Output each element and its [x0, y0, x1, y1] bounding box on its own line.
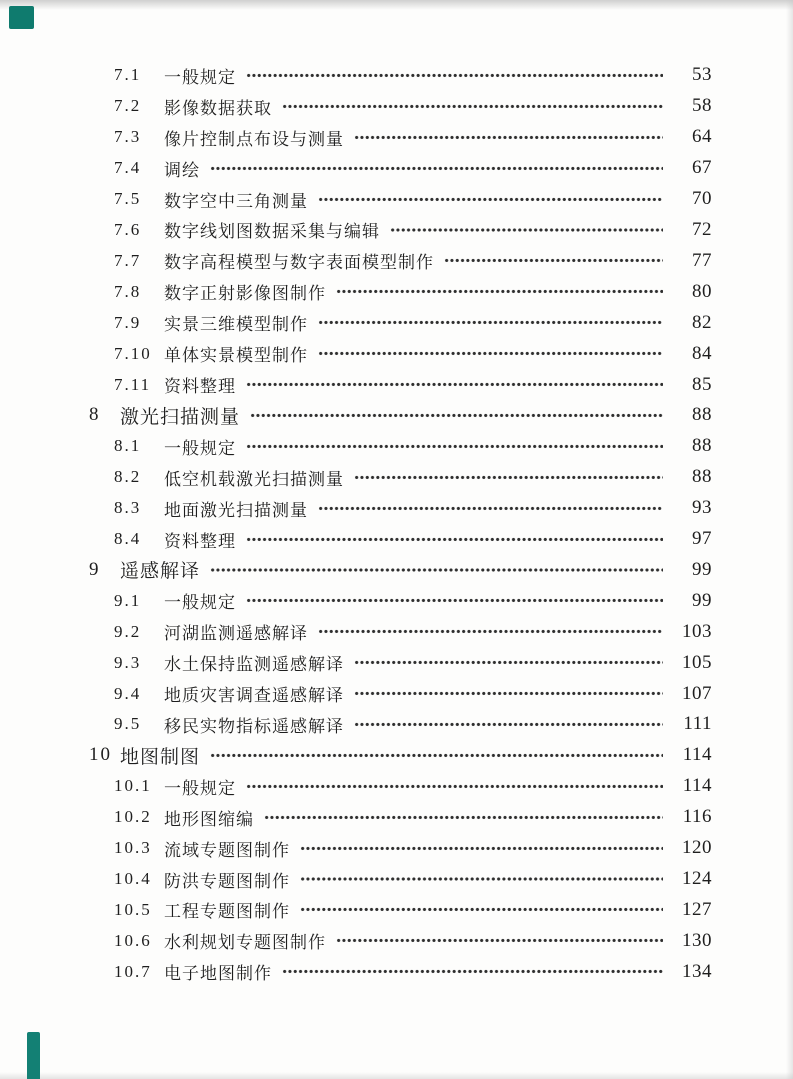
toc-entry-title: 单体实景模型制作	[164, 346, 308, 366]
toc-entry-title: 数字线划图数据采集与编辑	[164, 222, 380, 242]
toc-entry-page: 80	[692, 280, 712, 302]
toc-entry	[0, 585, 712, 616]
dot-leader	[318, 307, 663, 338]
toc-entry-number: 10.7	[114, 961, 152, 981]
toc-entry-page: 130	[682, 929, 712, 951]
toc-entry-title: 激光扫描测量	[120, 406, 241, 428]
toc-entry-number: 8.4	[114, 529, 142, 549]
toc-entry	[0, 647, 712, 678]
toc-entry-number: 8.2	[114, 467, 142, 487]
toc-entry-title: 低空机载激光扫描测量	[164, 469, 344, 489]
toc-entry	[0, 431, 712, 462]
dot-leader	[318, 184, 663, 215]
toc-entry	[0, 555, 712, 586]
toc-entry-number: 8	[89, 404, 101, 426]
dot-leader	[282, 956, 663, 987]
toc-entry-page: 84	[692, 342, 712, 364]
scan-color-mark-top-left	[9, 6, 34, 29]
table-of-contents	[0, 60, 712, 987]
dot-leader	[336, 276, 663, 307]
dot-leader	[318, 493, 663, 524]
toc-entry	[0, 184, 712, 215]
toc-entry-title: 实景三维模型制作	[164, 315, 308, 335]
toc-entry-number: 9.5	[114, 714, 142, 734]
toc-entry-number: 8.1	[114, 436, 142, 456]
toc-entry-number: 7.5	[114, 189, 142, 209]
toc-entry-page: 107	[682, 682, 712, 704]
toc-entry-number: 9	[89, 558, 101, 580]
toc-entry-page: 85	[692, 373, 712, 395]
toc-entry	[0, 833, 712, 864]
toc-entry	[0, 956, 712, 987]
toc-entry-title: 像片控制点布设与测量	[164, 129, 344, 149]
toc-entry-number: 7.10	[114, 343, 152, 363]
toc-entry	[0, 771, 712, 802]
scan-color-mark-bottom-left	[27, 1032, 40, 1079]
dot-leader	[354, 462, 663, 493]
toc-entry-title: 资料整理	[164, 531, 236, 551]
toc-entry	[0, 400, 712, 431]
toc-entry-title: 一般规定	[164, 67, 236, 87]
toc-entry	[0, 91, 712, 122]
toc-entry-page: 111	[683, 713, 712, 735]
dot-leader	[210, 555, 663, 586]
toc-entry	[0, 153, 712, 184]
dot-leader	[354, 709, 663, 740]
toc-entry-title: 数字空中三角测量	[164, 191, 308, 211]
dot-leader	[246, 369, 663, 400]
toc-entry-title: 调绘	[164, 160, 200, 180]
toc-entry-title: 一般规定	[164, 438, 236, 458]
dot-leader	[444, 245, 663, 276]
toc-entry-number: 10.4	[114, 869, 152, 889]
dot-leader	[246, 585, 663, 616]
toc-entry-title: 资料整理	[164, 377, 236, 397]
toc-entry-title: 河湖监测遥感解译	[164, 624, 308, 644]
dot-leader	[318, 338, 663, 369]
toc-entry	[0, 740, 712, 771]
dot-leader	[354, 647, 663, 678]
toc-entry	[0, 864, 712, 895]
dot-leader	[210, 740, 663, 771]
toc-entry	[0, 307, 712, 338]
dot-leader	[300, 864, 663, 895]
toc-entry-page: 116	[682, 806, 712, 828]
toc-entry-number: 7.7	[114, 250, 142, 270]
toc-entry-number: 7.4	[114, 158, 142, 178]
dot-leader	[250, 400, 663, 431]
toc-entry-number: 10	[89, 744, 112, 766]
toc-entry-page: 127	[682, 898, 712, 920]
toc-entry-page: 70	[692, 188, 712, 210]
toc-entry	[0, 709, 712, 740]
toc-entry	[0, 524, 712, 555]
toc-entry-page: 88	[692, 404, 712, 426]
toc-entry-title: 电子地图制作	[164, 964, 272, 984]
toc-entry-title: 地形图缩编	[164, 809, 254, 829]
toc-entry-page: 88	[692, 435, 712, 457]
toc-entry-page: 114	[682, 744, 712, 766]
toc-entry-page: 58	[692, 95, 712, 117]
toc-entry-title: 地质灾害调查遥感解译	[164, 686, 344, 706]
toc-entry-title: 数字正射影像图制作	[164, 284, 326, 304]
toc-entry	[0, 369, 712, 400]
toc-entry-title: 水利规划专题图制作	[164, 933, 326, 953]
toc-entry-page: 114	[682, 775, 712, 797]
toc-entry-number: 10.2	[114, 807, 152, 827]
dot-leader	[246, 524, 663, 555]
toc-entry-page: 105	[682, 651, 712, 673]
toc-entry	[0, 276, 712, 307]
dot-leader	[300, 894, 663, 925]
toc-entry-title: 一般规定	[164, 593, 236, 613]
toc-entry-page: 53	[692, 64, 712, 86]
toc-entry-title: 移民实物指标遥感解译	[164, 716, 344, 736]
toc-entry-page: 82	[692, 311, 712, 333]
dot-leader	[246, 771, 663, 802]
dot-leader	[210, 153, 663, 184]
dot-leader	[264, 802, 663, 833]
dot-leader	[390, 215, 663, 246]
toc-entry-title: 一般规定	[164, 778, 236, 798]
toc-entry	[0, 122, 712, 153]
toc-entry-title: 流域专题图制作	[164, 840, 290, 860]
toc-entry	[0, 493, 712, 524]
dot-leader	[318, 616, 663, 647]
toc-entry-number: 8.3	[114, 498, 142, 518]
toc-entry-title: 工程专题图制作	[164, 902, 290, 922]
toc-entry-number: 7.9	[114, 312, 142, 332]
toc-entry	[0, 462, 712, 493]
toc-entry-page: 120	[682, 837, 712, 859]
toc-entry-page: 77	[692, 249, 712, 271]
scan-edge-top	[0, 0, 793, 10]
toc-entry-title: 遥感解译	[120, 561, 201, 583]
toc-entry-page: 134	[682, 960, 712, 982]
toc-entry	[0, 894, 712, 925]
toc-entry-page: 103	[682, 620, 712, 642]
toc-entry-title: 地图制图	[120, 746, 201, 768]
toc-entry-title: 水土保持监测遥感解译	[164, 655, 344, 675]
toc-entry-page: 64	[692, 126, 712, 148]
toc-entry-title: 影像数据获取	[164, 98, 272, 118]
toc-entry-number: 9.4	[114, 683, 142, 703]
toc-entry	[0, 925, 712, 956]
toc-entry-page: 72	[692, 218, 712, 240]
toc-entry	[0, 60, 712, 91]
toc-entry-page: 93	[692, 497, 712, 519]
dot-leader	[282, 91, 663, 122]
toc-entry-number: 7.1	[114, 65, 142, 85]
toc-entry	[0, 678, 712, 709]
scan-edge-right	[786, 0, 793, 1079]
scan-edge-bottom	[0, 1072, 793, 1079]
toc-entry-number: 10.3	[114, 838, 152, 858]
dot-leader	[300, 833, 663, 864]
toc-entry-title: 数字高程模型与数字表面模型制作	[164, 253, 434, 273]
toc-entry	[0, 338, 712, 369]
dot-leader	[246, 431, 663, 462]
toc-entry	[0, 616, 712, 647]
toc-entry-number: 9.1	[114, 590, 142, 610]
dot-leader	[336, 925, 663, 956]
toc-entry-number: 7.6	[114, 219, 142, 239]
toc-entry-page: 67	[692, 157, 712, 179]
toc-entry-number: 7.8	[114, 281, 142, 301]
toc-entry-page: 124	[682, 868, 712, 890]
toc-entry	[0, 802, 712, 833]
dot-leader	[246, 60, 663, 91]
toc-entry-number: 10.5	[114, 899, 152, 919]
dot-leader	[354, 678, 663, 709]
toc-entry	[0, 245, 712, 276]
toc-entry-page: 99	[692, 558, 712, 580]
toc-entry-title: 地面激光扫描测量	[164, 500, 308, 520]
toc-entry-number: 10.1	[114, 776, 152, 796]
dot-leader	[354, 122, 663, 153]
toc-entry-page: 88	[692, 466, 712, 488]
toc-entry-title: 防洪专题图制作	[164, 871, 290, 891]
toc-entry-number: 7.3	[114, 127, 142, 147]
toc-entry-number: 7.2	[114, 96, 142, 116]
toc-entry	[0, 215, 712, 246]
toc-entry-page: 97	[692, 528, 712, 550]
toc-entry-page: 99	[692, 589, 712, 611]
toc-entry-number: 7.11	[114, 374, 152, 394]
toc-entry-number: 9.3	[114, 652, 142, 672]
toc-entry-number: 9.2	[114, 621, 142, 641]
toc-entry-number: 10.6	[114, 930, 152, 950]
